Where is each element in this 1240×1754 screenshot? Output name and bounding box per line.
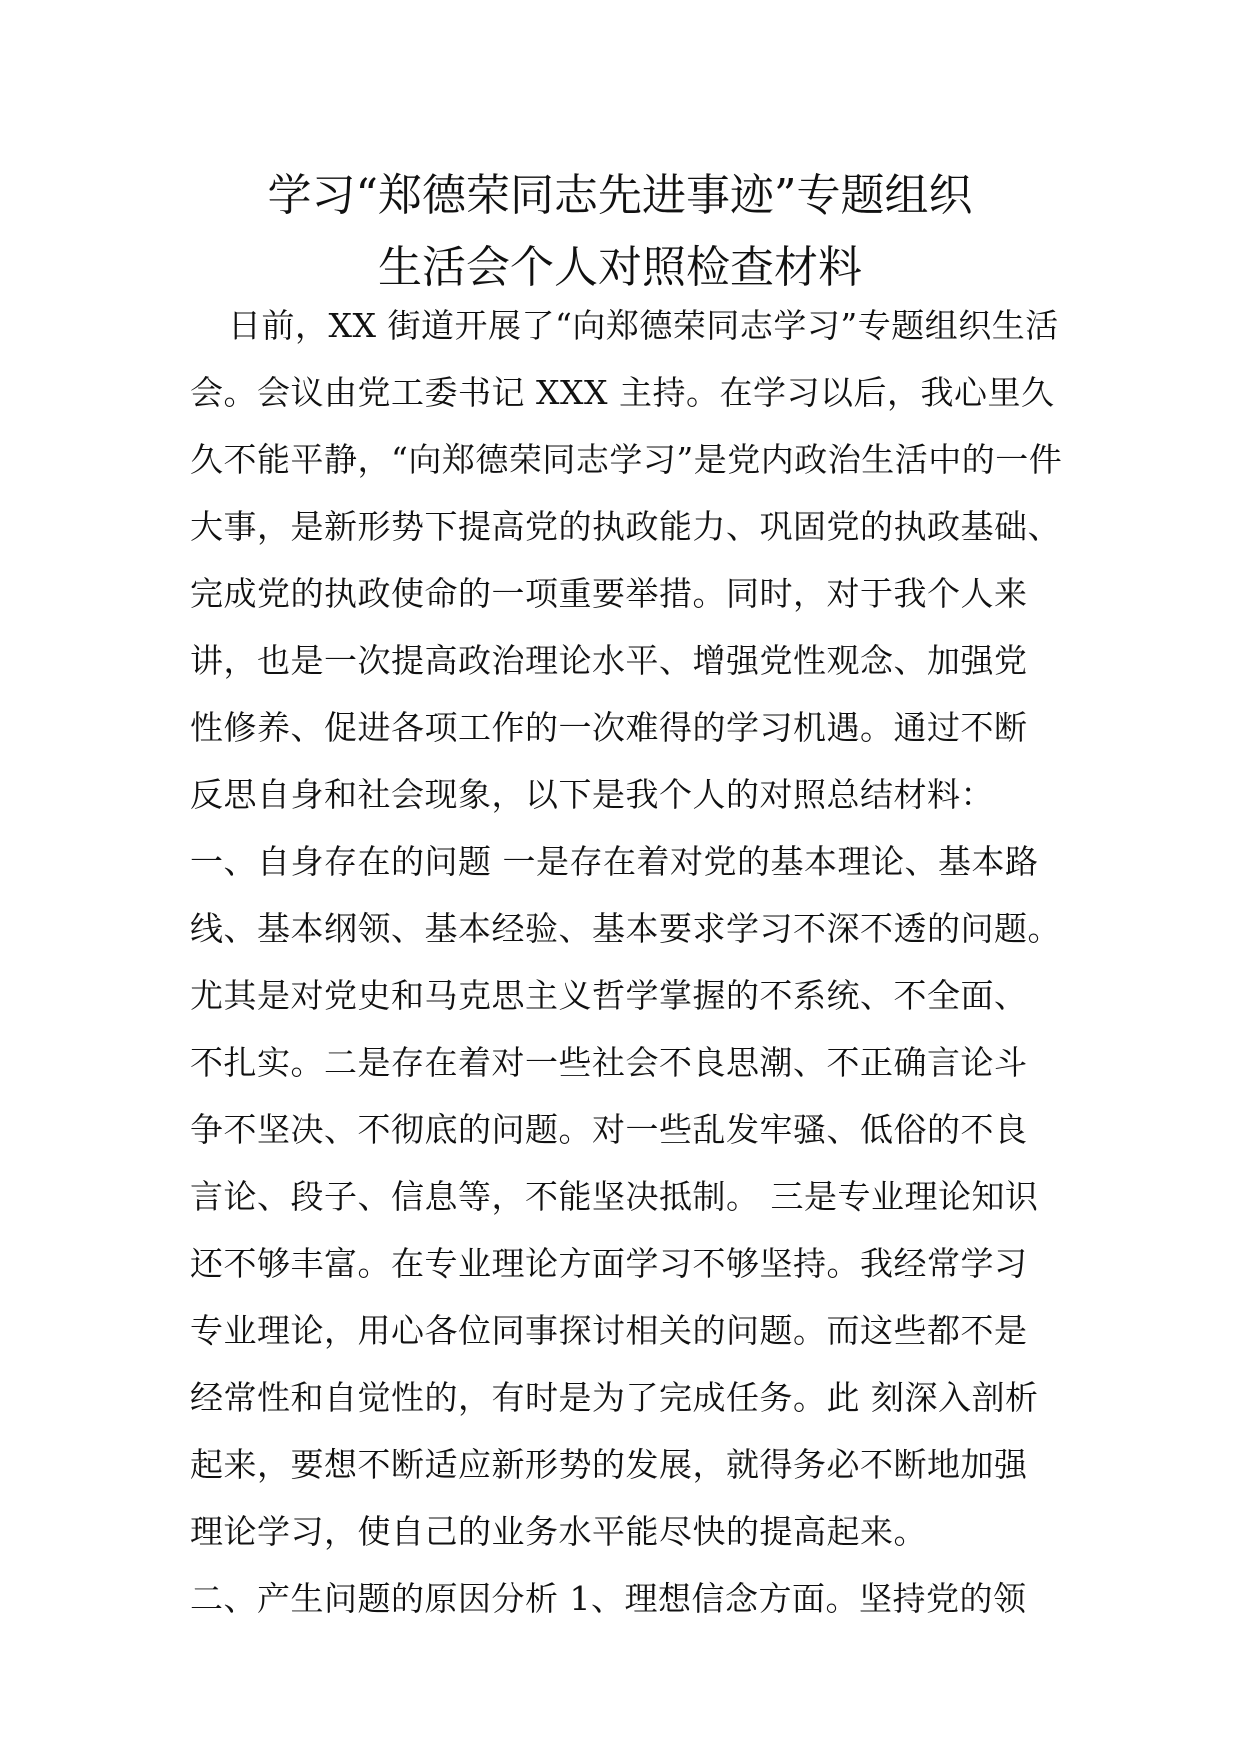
body-line: 线、基本纲领、基本经验、基本要求学习不深不透的问题。 [190,909,1061,948]
body-line: 理论学习，使自己的业务水平能尽快的提高起来。 [190,1512,927,1551]
body-line: 久不能平静，“向郑德荣同志学习”是党内政治生活中的一件 [190,440,1063,479]
body-line: 大事，是新形势下提高党的执政能力、巩固党的执政基础、 [190,507,1061,546]
body-line: 一、自身存在的问题 一是存在着对党的基本理论、基本路 [190,842,1039,881]
body-line: 会。会议由党工委书记 XXX 主持。在学习以后，我心里久 [190,373,1055,412]
body-line: 起来，要想不断适应新形势的发展，就得务必不断地加强 [190,1445,1028,1484]
body-line: 专业理论，用心各位同事探讨相关的问题。而这些都不是 [190,1311,1028,1350]
body-line: 尤其是对党史和马克思主义哲学掌握的不系统、不全面、 [190,976,1028,1015]
body-line: 日前，XX 街道开展了“向郑德荣同志学习”专题组织生活 [228,306,1059,345]
body-line: 不扎实。二是存在着对一些社会不良思潮、不正确言论斗 [190,1043,1028,1082]
body-line: 反思自身和社会现象，以下是我个人的对照总结材料： [190,775,994,814]
body-line: 还不够丰富。在专业理论方面学习不够坚持。我经常学习 [190,1244,1028,1283]
document-title-line-1: 学习“郑德荣同志先进事迹”专题组织 [267,170,973,221]
body-line: 完成党的执政使命的一项重要举措。同时，对于我个人来 [190,574,1028,613]
body-line: 经常性和自觉性的，有时是为了完成任务。此 刻深入剖析 [190,1378,1039,1417]
document-title-line-2: 生活会个人对照检查材料 [378,242,862,293]
body-line: 讲，也是一次提高政治理论水平、增强党性观念、加强党 [190,641,1028,680]
body-line: 言论、段子、信息等，不能坚决抵制。 三是专业理论知识 [190,1177,1039,1216]
body-line: 性修养、促进各项工作的一次难得的学习机遇。通过不断 [190,708,1028,747]
body-line: 二、产生问题的原因分析 1、理想信念方面。坚持党的领 [190,1579,1027,1618]
body-line: 争不坚决、不彻底的问题。对一些乱发牢骚、低俗的不良 [190,1110,1028,1149]
